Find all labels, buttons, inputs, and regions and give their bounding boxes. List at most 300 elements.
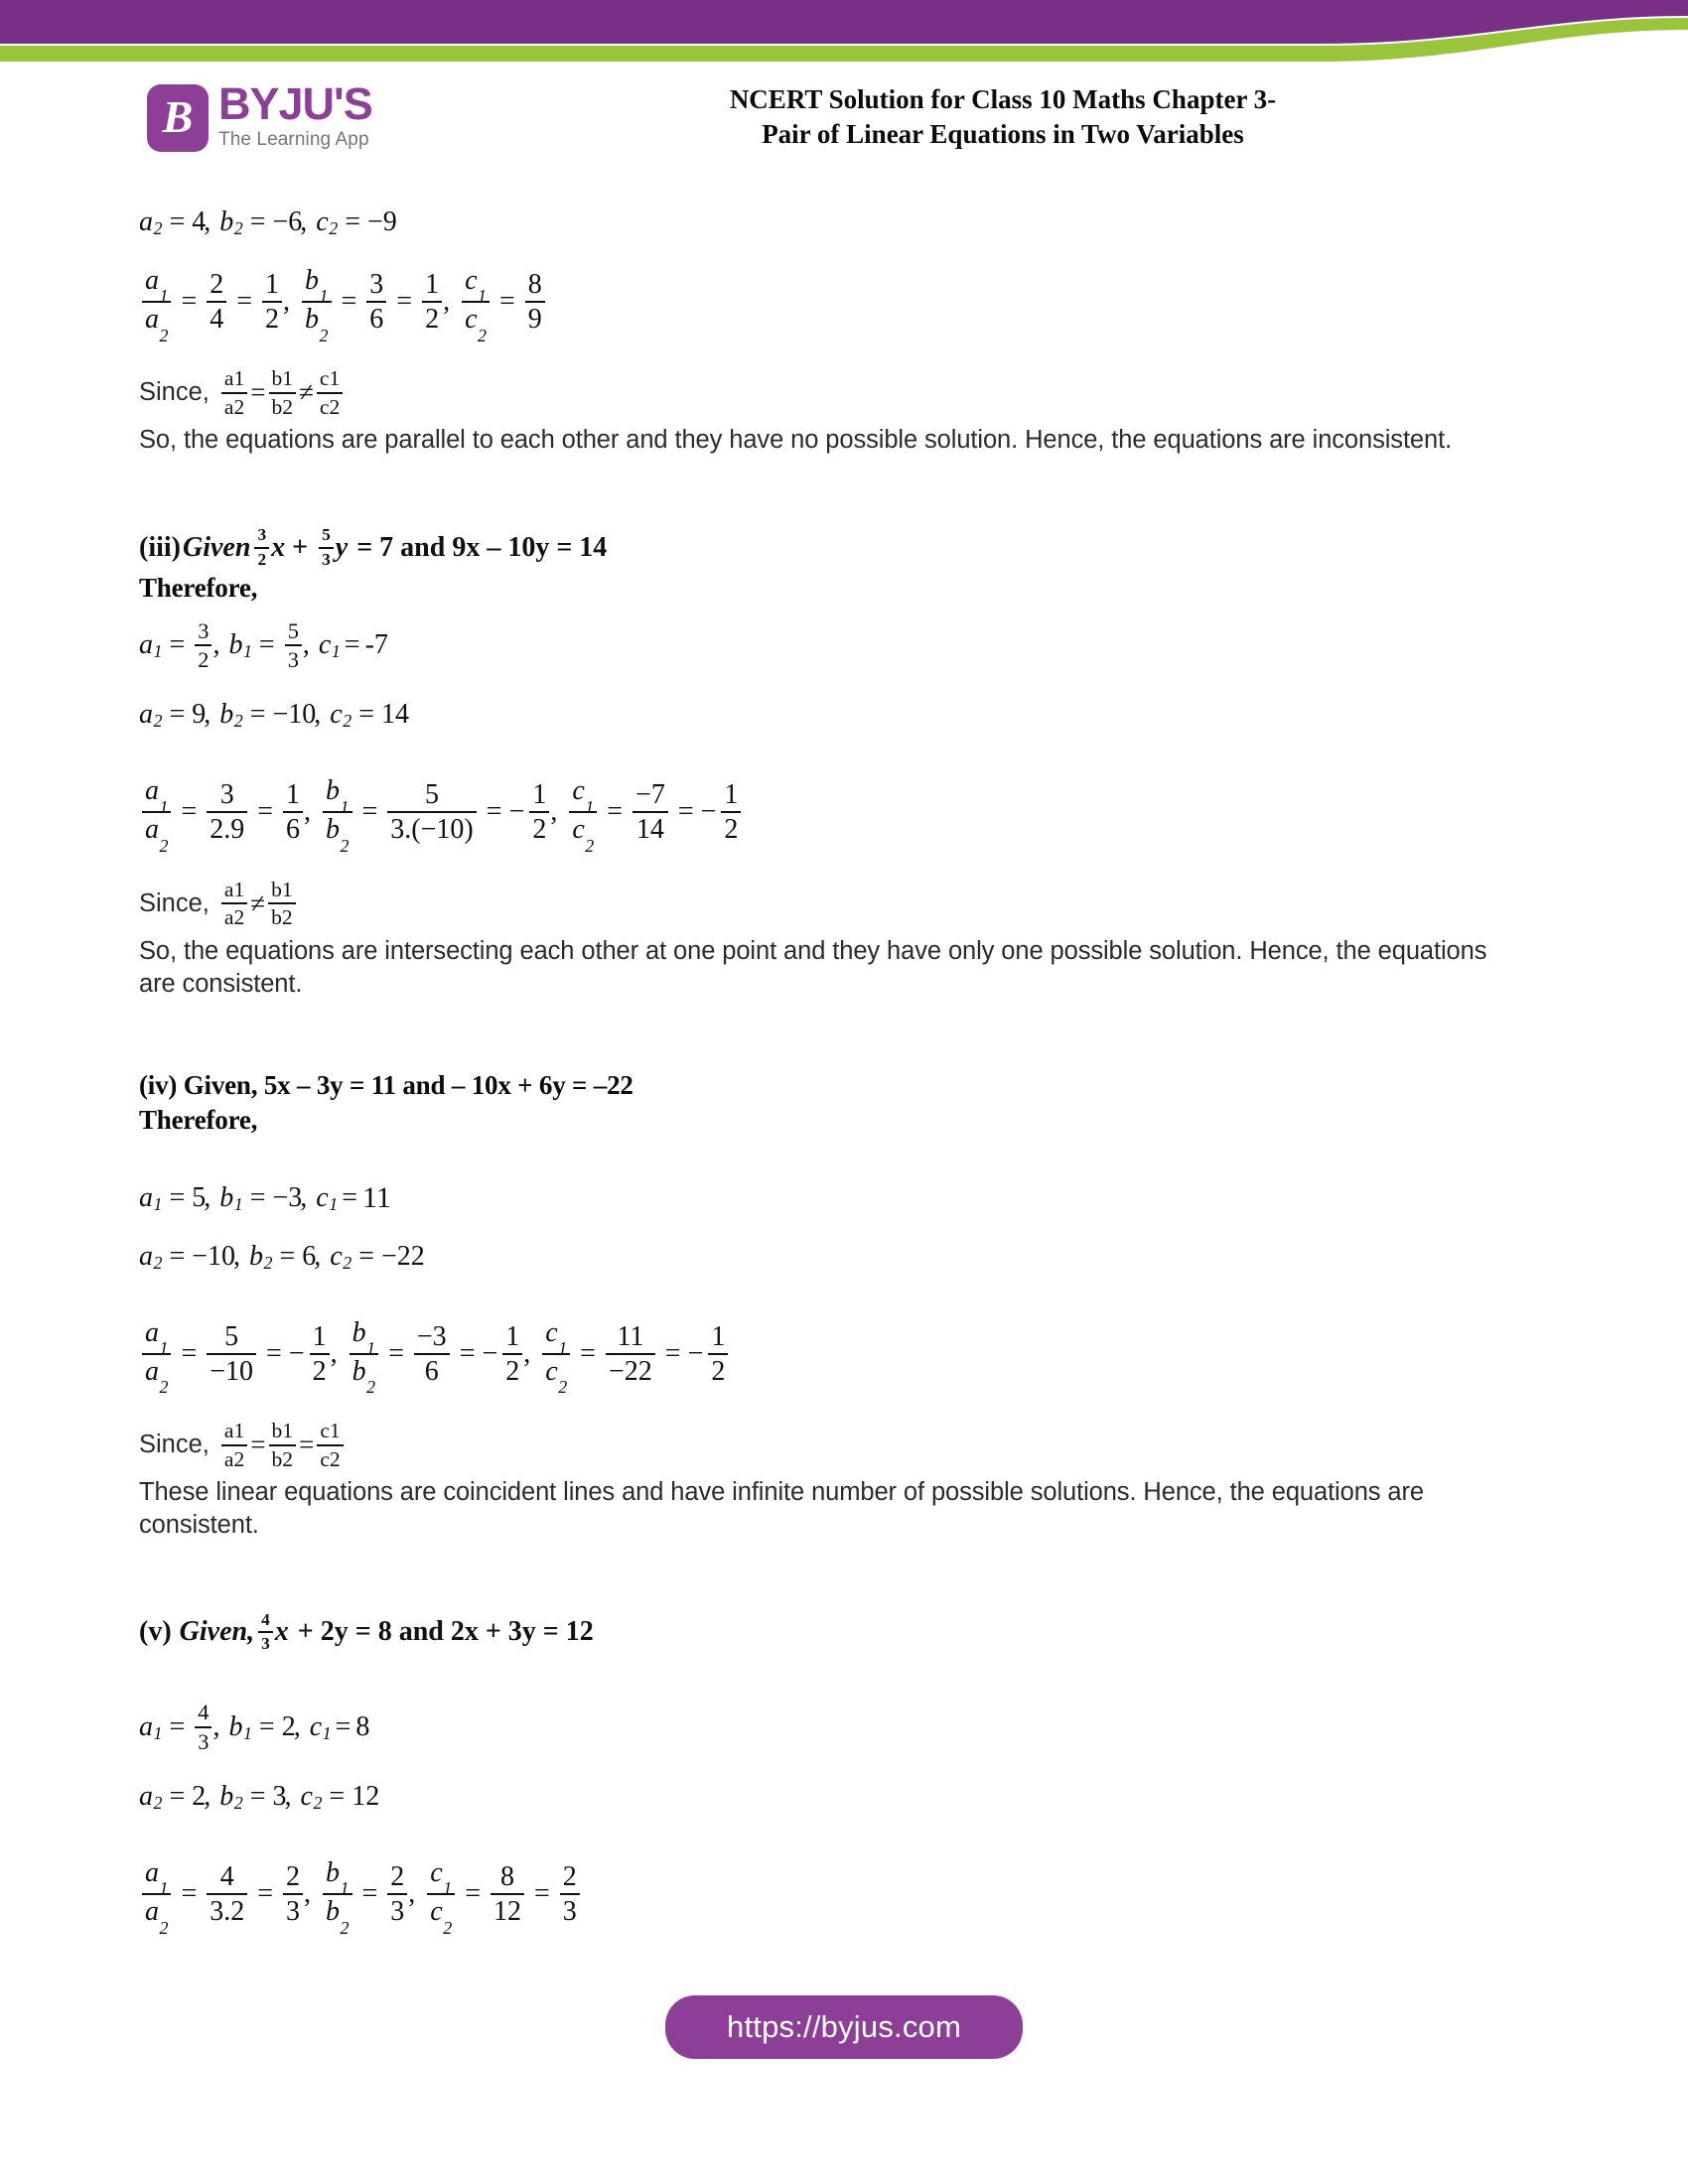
given-word: Given, xyxy=(179,1616,255,1648)
numerator: −7 xyxy=(635,779,665,811)
sub-1: 1 xyxy=(282,366,294,391)
comma: , xyxy=(300,1181,308,1213)
equals-sign: = xyxy=(342,1181,357,1213)
value-b2: −6 xyxy=(272,206,303,237)
fraction-bar xyxy=(422,301,442,303)
sub-2: 2 xyxy=(329,1446,341,1471)
num-b: b xyxy=(271,366,283,391)
den-c: c xyxy=(465,304,478,336)
var-a: a xyxy=(139,1710,153,1742)
numerator: 2 xyxy=(286,1861,301,1893)
equals-sign: = xyxy=(498,286,515,318)
comma: , xyxy=(330,1337,338,1369)
equals-sign: = xyxy=(361,1878,378,1910)
equals-sign: = xyxy=(169,628,186,660)
equation-a2-b2-c2-block1 xyxy=(139,208,1549,236)
sub-1: 1 xyxy=(233,1193,243,1214)
fraction-4-over-3 xyxy=(195,1701,211,1753)
sub-1: 1 xyxy=(331,640,341,661)
num-b: b xyxy=(271,877,282,901)
fraction-bar xyxy=(387,811,476,813)
fraction-b1-over-b2 xyxy=(323,775,352,856)
equals-sign: = xyxy=(258,1710,275,1742)
fraction-1-over-2 xyxy=(310,1322,330,1386)
byjus-website-link[interactable]: https://byjus.com xyxy=(665,1995,1023,2059)
numerator: 2 xyxy=(390,1861,405,1893)
not-equals-sign: ≠ xyxy=(299,377,314,408)
fraction-bar xyxy=(633,811,668,813)
comma: , xyxy=(408,1878,416,1910)
fraction-bar xyxy=(207,811,247,813)
denominator: 6 xyxy=(286,814,301,846)
value-a2: 4 xyxy=(192,206,207,237)
equals-sign: = xyxy=(250,1430,266,1460)
numerator: 1 xyxy=(505,1320,520,1352)
sub-2: 2 xyxy=(233,1446,245,1471)
variable-x: x xyxy=(274,1616,289,1648)
den-b: b xyxy=(305,304,320,336)
sub-2: 2 xyxy=(282,394,294,419)
minus-sign: − xyxy=(482,1337,498,1369)
fraction-bar xyxy=(268,902,296,904)
equation-a1-b1-c1-iii xyxy=(139,619,1549,672)
fraction-bar xyxy=(721,811,741,813)
numerator: 3 xyxy=(198,617,210,643)
fraction-c1-over-c2 xyxy=(569,775,597,856)
sub-2: 2 xyxy=(340,1917,350,1938)
num-c: c xyxy=(572,775,585,807)
equation-a2-b2-c2-iv xyxy=(139,1240,1549,1273)
den-b: b xyxy=(326,1896,341,1928)
equals-sign: = xyxy=(664,1337,681,1369)
comma: , xyxy=(204,206,211,237)
comma: , xyxy=(204,1781,211,1813)
page-header xyxy=(0,74,1688,184)
sub-1: 1 xyxy=(478,286,487,307)
num-b: b xyxy=(352,1316,366,1348)
den-a: a xyxy=(223,394,234,419)
sub-2: 2 xyxy=(233,905,245,930)
num-c: c xyxy=(545,1316,558,1348)
fraction-bar xyxy=(529,811,549,813)
var-b: b xyxy=(228,628,243,660)
fraction-c1-over-c2 xyxy=(427,1857,455,1938)
fraction-a1-over-a2 xyxy=(142,775,171,856)
denominator: 2 xyxy=(257,549,267,569)
equals-sign: = xyxy=(181,286,198,318)
den-c: c xyxy=(430,1896,443,1928)
variable-y: y xyxy=(335,531,349,563)
var-b: b xyxy=(219,1181,234,1213)
comma: , xyxy=(204,1181,211,1213)
value-c2: 12 xyxy=(352,1781,380,1813)
sub-2: 2 xyxy=(233,217,243,238)
sub-1: 1 xyxy=(319,286,329,307)
sub-2: 2 xyxy=(233,394,245,419)
fraction-1-over-2 xyxy=(262,270,282,334)
sub-2: 2 xyxy=(233,1792,243,1813)
since-label: Since, xyxy=(139,1431,210,1459)
comma: , xyxy=(314,699,322,731)
equals-sign: = xyxy=(249,1181,266,1213)
sub-1: 1 xyxy=(558,1338,568,1359)
sub-2: 2 xyxy=(343,1252,352,1273)
fraction-bar xyxy=(319,547,334,549)
value-b2: 6 xyxy=(302,1240,317,1272)
fraction-bar xyxy=(207,1353,256,1355)
fraction-bar xyxy=(221,902,247,904)
numerator: 8 xyxy=(499,1861,514,1893)
denominator: 3.(−10) xyxy=(390,814,474,846)
den-a: a xyxy=(145,304,159,336)
fraction-bar xyxy=(195,1726,211,1728)
sub-2: 2 xyxy=(340,835,350,856)
fraction-a1-over-a2 xyxy=(142,1316,171,1398)
comma: , xyxy=(304,1878,312,1910)
fraction-bar xyxy=(221,392,247,394)
fraction-b1-over-b2 xyxy=(269,1420,297,1470)
equals-sign: = xyxy=(250,377,266,408)
value-c2: 14 xyxy=(380,699,409,731)
equals-sign: = xyxy=(299,1430,315,1460)
sub-2: 2 xyxy=(366,1377,376,1398)
sub-2: 2 xyxy=(478,325,487,345)
page-title xyxy=(596,82,1410,152)
fraction-5-over-3 xyxy=(285,619,302,672)
sub-2: 2 xyxy=(329,394,341,419)
equals-sign: = xyxy=(258,628,275,660)
fraction-4-over-3 xyxy=(258,1611,273,1653)
equals-sign: = xyxy=(388,1337,404,1369)
denominator: 2 xyxy=(265,304,280,336)
comma: , xyxy=(300,206,308,237)
sub-2: 2 xyxy=(329,217,339,238)
comma: , xyxy=(302,628,310,660)
den-c: c xyxy=(319,394,330,419)
sub-2: 2 xyxy=(319,325,329,345)
since-label: Since, xyxy=(139,888,210,917)
fraction-b1-over-b2 xyxy=(323,1857,352,1938)
equals-sign: = xyxy=(358,1240,374,1272)
var-b: b xyxy=(249,1240,264,1272)
num-b: b xyxy=(326,1857,341,1889)
fraction-bar xyxy=(366,301,386,303)
var-a: a xyxy=(139,1181,153,1213)
sub-1: 1 xyxy=(366,1338,376,1359)
equals-sign: = xyxy=(169,1240,186,1272)
sub-1: 1 xyxy=(233,1419,245,1443)
var-a: a xyxy=(139,1240,153,1272)
denominator: 3 xyxy=(261,1634,270,1654)
equals-sign: = xyxy=(459,1337,476,1369)
numerator: 4 xyxy=(261,1610,270,1630)
sub-2: 2 xyxy=(282,1446,294,1471)
sub-2: 2 xyxy=(153,711,163,731)
fraction-5-over-3 xyxy=(319,526,334,568)
sub-2: 2 xyxy=(233,711,243,731)
logo-text-group xyxy=(218,78,372,151)
sub-1: 1 xyxy=(340,1878,350,1899)
numerator: 3 xyxy=(219,779,234,811)
numerator: 3 xyxy=(369,269,384,301)
fraction-bar xyxy=(560,1893,580,1895)
fraction-bar xyxy=(207,301,226,303)
denominator: 6 xyxy=(369,304,384,336)
numerator: 1 xyxy=(711,1320,726,1352)
banner-purple-shape xyxy=(0,0,1688,44)
equals-sign: = xyxy=(266,1337,282,1369)
fraction-a1-over-a2 xyxy=(221,1420,247,1470)
var-c: c xyxy=(330,699,343,731)
comma: , xyxy=(284,1781,292,1813)
fraction-8-over-12 xyxy=(491,1862,524,1926)
sub-1: 1 xyxy=(242,1722,252,1743)
fraction-bar xyxy=(258,1631,273,1633)
fraction-minus3-over-6 xyxy=(414,1322,450,1386)
num-b: b xyxy=(326,775,341,807)
value-c2: −9 xyxy=(366,206,397,237)
numerator: 2 xyxy=(210,269,224,301)
denominator: 2 xyxy=(724,814,739,846)
num-a: a xyxy=(145,265,159,296)
fraction-bar xyxy=(317,1444,343,1446)
var-b: b xyxy=(219,206,234,237)
value-b2: −10 xyxy=(272,699,317,731)
fraction-2-over-4 xyxy=(207,270,226,334)
sub-1: 1 xyxy=(233,877,245,901)
denominator: 2 xyxy=(711,1355,726,1387)
num-a: a xyxy=(223,366,234,391)
comma: , xyxy=(523,1337,531,1369)
equals-sign: = xyxy=(396,286,413,318)
numerator: 1 xyxy=(265,269,280,301)
comma: , xyxy=(283,286,291,318)
denominator: 3 xyxy=(198,1728,210,1754)
fraction-3-over-2 xyxy=(195,619,211,672)
den-a: a xyxy=(145,1896,159,1928)
num-a: a xyxy=(223,877,234,901)
sub-1: 1 xyxy=(329,366,341,391)
sub-2: 2 xyxy=(585,835,595,856)
fraction-bar xyxy=(269,392,297,394)
equals-sign: = xyxy=(169,1710,186,1742)
equals-sign: = xyxy=(345,206,360,237)
var-c: c xyxy=(300,1781,313,1813)
heading-section-iii xyxy=(139,526,1549,568)
equals-sign: = xyxy=(169,206,186,237)
fraction-c1-over-c2 xyxy=(317,367,343,418)
fraction-1-over-2 xyxy=(529,780,549,844)
page-title-line-2: Pair of Linear Equations in Two Variables xyxy=(762,119,1244,150)
equation-remainder: + 2y = 8 and 2x + 3y = 12 xyxy=(297,1616,594,1648)
sub-1: 1 xyxy=(329,1193,339,1214)
fraction-minus7-over-14 xyxy=(633,780,668,844)
numerator: 11 xyxy=(617,1320,644,1352)
den-b: b xyxy=(326,814,341,846)
denominator: 2 xyxy=(505,1355,520,1387)
equals-sign: = xyxy=(249,699,266,731)
sub-2: 2 xyxy=(159,1917,169,1938)
num-a: a xyxy=(145,775,159,807)
ratio-row-iii xyxy=(139,775,1549,856)
equals-sign: = xyxy=(361,796,378,828)
fraction-bar xyxy=(606,1353,655,1355)
brand-tagline: The Learning App xyxy=(218,129,369,151)
conclusion-iv: These linear equations are coincident lines and have infinite number of possible solutions. Hence, the equations are consistent. xyxy=(139,1478,1424,1540)
sub-1: 1 xyxy=(153,1193,163,1214)
value-b2: 3 xyxy=(272,1781,287,1813)
fraction-2-over-3 xyxy=(283,1862,303,1926)
num-b: b xyxy=(305,265,320,296)
var-b: b xyxy=(219,1781,234,1813)
fraction-bar xyxy=(387,1893,407,1895)
numerator: 8 xyxy=(527,269,542,301)
numerator: 1 xyxy=(532,779,547,811)
numerator: 1 xyxy=(286,779,301,811)
value-c1: -7 xyxy=(364,628,388,660)
denominator: 3 xyxy=(286,1896,301,1928)
fraction-bar xyxy=(310,1353,330,1355)
brand-name: BYJU'S xyxy=(218,78,372,129)
heading-section-v xyxy=(139,1611,1549,1653)
fraction-bar xyxy=(221,1444,247,1446)
page-title-line-1: NCERT Solution for Class 10 Maths Chapter 3- xyxy=(729,84,1277,114)
ratio-row-block1 xyxy=(139,265,1549,345)
conclusion-block1: So, the equations are parallel to each other and they have no possible solution. Hence, the equations are inconsistent. xyxy=(139,426,1453,455)
var-a: a xyxy=(139,628,153,660)
comma: , xyxy=(233,1240,241,1272)
sub-1: 1 xyxy=(585,796,595,817)
var-a: a xyxy=(139,206,153,237)
equals-sign: = xyxy=(169,1181,186,1213)
minus-sign: − xyxy=(508,796,525,828)
comma: , xyxy=(212,1710,220,1742)
sub-2: 2 xyxy=(343,711,352,731)
den-c: c xyxy=(572,814,585,846)
equation-a2-b2-c2-v xyxy=(139,1783,1549,1811)
sub-1: 1 xyxy=(281,877,293,901)
den-b: b xyxy=(271,394,283,419)
section-label-iii: (iii) xyxy=(139,531,181,563)
since-line-iv xyxy=(139,1420,1549,1470)
equation-a1-b1-c1-v xyxy=(139,1701,1549,1753)
numerator: 4 xyxy=(219,1861,234,1893)
fraction-bar xyxy=(283,1893,303,1895)
equals-sign: = xyxy=(358,699,374,731)
comma: , xyxy=(293,1710,301,1742)
equals-sign: = xyxy=(279,1240,296,1272)
value-c2: −22 xyxy=(380,1240,425,1272)
minus-sign: − xyxy=(288,1337,305,1369)
sub-2: 2 xyxy=(153,217,163,238)
value-a2: 9 xyxy=(192,699,207,731)
denominator: 2 xyxy=(198,646,210,672)
equals-sign: = xyxy=(677,796,694,828)
fraction-c1-over-c2 xyxy=(317,1420,343,1470)
sub-2: 2 xyxy=(159,835,169,856)
fraction-a1-over-a2 xyxy=(221,879,247,929)
sub-2: 2 xyxy=(313,1792,323,1813)
fraction-bar xyxy=(283,811,303,813)
denominator: 4 xyxy=(210,304,224,336)
fraction-a1-over-a2 xyxy=(221,367,247,418)
given-word: Given xyxy=(183,531,251,563)
den-a: a xyxy=(223,905,234,930)
fraction-4-over-3point2 xyxy=(207,1862,247,1926)
var-b: b xyxy=(228,1710,243,1742)
comma: , xyxy=(550,796,558,828)
sub-2: 2 xyxy=(159,1377,169,1398)
var-c: c xyxy=(316,206,329,237)
sub-2: 2 xyxy=(443,1917,453,1938)
var-b: b xyxy=(219,699,234,731)
denominator: 3 xyxy=(287,646,299,672)
minus-sign: − xyxy=(687,1337,704,1369)
fraction-bar xyxy=(317,392,343,394)
sub-1: 1 xyxy=(340,796,350,817)
fraction-bar xyxy=(414,1353,450,1355)
fraction-bar xyxy=(262,301,282,303)
var-a: a xyxy=(139,699,153,731)
byjus-logo-icon xyxy=(147,84,209,152)
sub-1: 1 xyxy=(153,640,163,661)
fraction-1-over-2 xyxy=(422,270,442,334)
equals-sign: = xyxy=(236,286,253,318)
heading-section-iv: (iv) Given, 5x – 3y = 11 and – 10x + 6y = –22 xyxy=(139,1069,633,1100)
value-b1: 2 xyxy=(281,1710,296,1742)
num-c: c xyxy=(319,366,330,391)
equals-sign: = xyxy=(257,1878,274,1910)
fraction-b1-over-b2 xyxy=(350,1316,378,1398)
sub-2: 2 xyxy=(263,1252,273,1273)
therefore-label-iv: Therefore, xyxy=(139,1104,258,1135)
numerator: 5 xyxy=(224,1320,239,1352)
byjus-logo xyxy=(147,78,372,152)
value-b1: −3 xyxy=(272,1181,303,1213)
denominator: 2.9 xyxy=(210,814,245,846)
denominator: 9 xyxy=(527,304,542,336)
fraction-bar xyxy=(502,1353,522,1355)
equals-sign: = xyxy=(329,1781,346,1813)
sub-1: 1 xyxy=(242,640,252,661)
sub-1: 1 xyxy=(159,286,169,307)
sub-1: 1 xyxy=(153,1722,163,1743)
equals-sign: = xyxy=(533,1878,550,1910)
denominator: 3 xyxy=(562,1896,577,1928)
equals-sign: = xyxy=(580,1337,596,1369)
var-c: c xyxy=(309,1710,323,1742)
equals-sign: = xyxy=(169,1781,186,1813)
value-a1: 5 xyxy=(192,1181,207,1213)
den-b: b xyxy=(271,905,282,930)
var-c: c xyxy=(330,1240,343,1272)
fraction-b1-over-b2 xyxy=(269,367,297,418)
equals-sign: = xyxy=(181,1337,198,1369)
comma: , xyxy=(204,699,211,731)
sub-1: 1 xyxy=(282,1419,294,1443)
fraction-1-over-2 xyxy=(708,1322,728,1386)
fraction-bar xyxy=(708,1353,728,1355)
sub-1: 1 xyxy=(443,1878,453,1899)
comma: , xyxy=(443,286,451,318)
denominator: 2 xyxy=(425,304,440,336)
numerator: 5 xyxy=(425,779,440,811)
equals-sign: = xyxy=(257,796,274,828)
sub-2: 2 xyxy=(153,1252,163,1273)
value-a2: 2 xyxy=(192,1781,207,1813)
equals-sign: = xyxy=(341,286,357,318)
fraction-3-over-6 xyxy=(366,270,386,334)
